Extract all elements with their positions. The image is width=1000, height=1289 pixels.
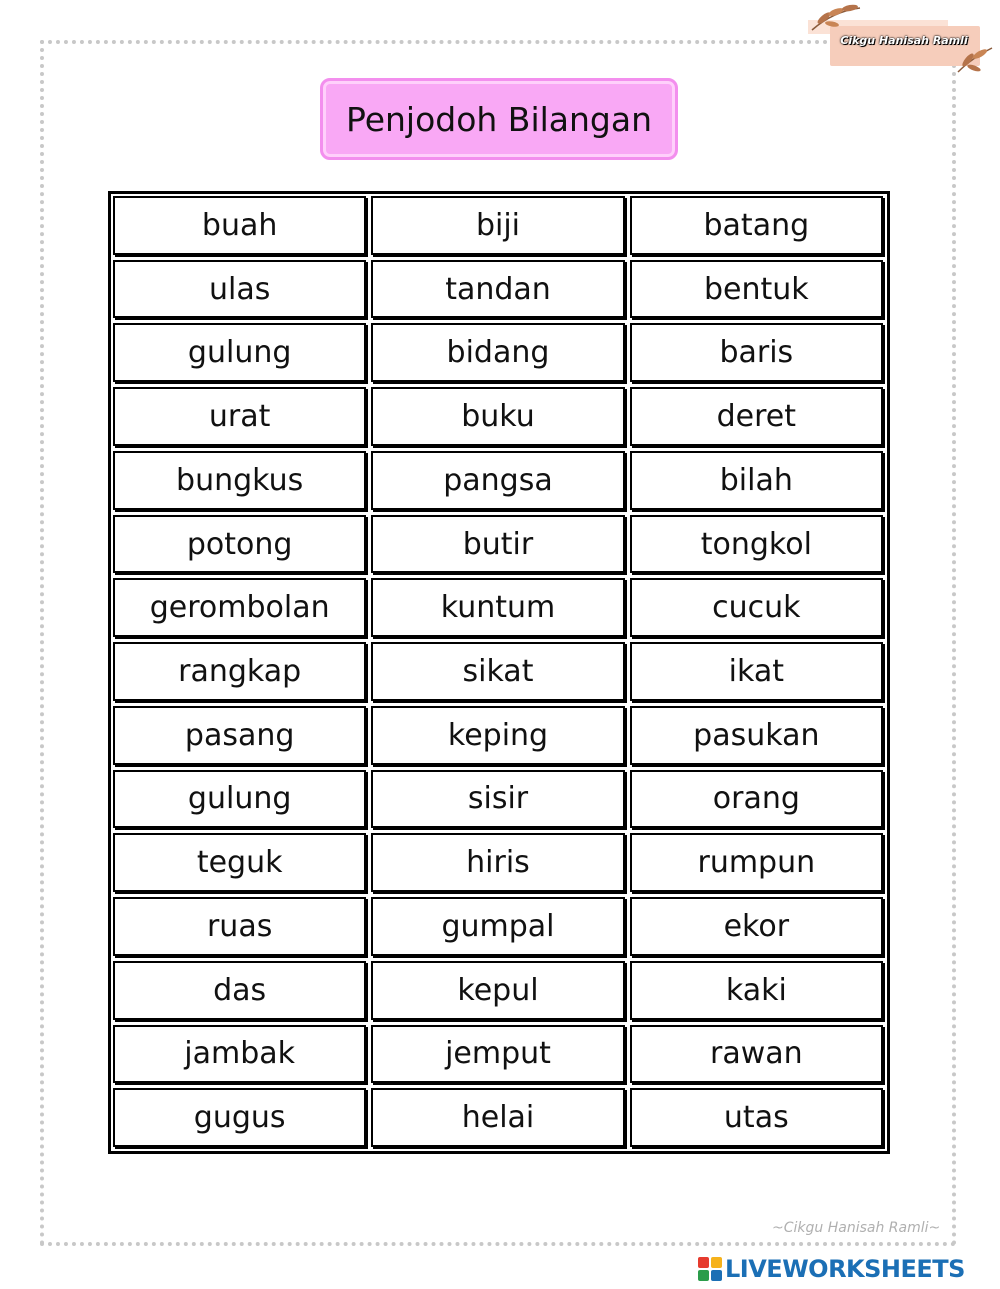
word-cell: gerombolan (113, 578, 366, 637)
word-cell: ulas (113, 260, 366, 319)
liveworksheets-brand[interactable] (698, 1254, 998, 1284)
title-box (320, 78, 678, 160)
word-cell: rawan (630, 1025, 883, 1084)
word-cell: baris (630, 323, 883, 382)
word-cell: gugus (113, 1088, 366, 1147)
word-cell: potong (113, 515, 366, 574)
word-cell: pasang (113, 706, 366, 765)
word-cell: ruas (113, 897, 366, 956)
word-cell: teguk (113, 833, 366, 892)
word-cell: sikat (371, 642, 624, 701)
word-cell: buku (371, 387, 624, 446)
word-cell: tandan (371, 260, 624, 319)
word-cell: butir (371, 515, 624, 574)
word-cell: bilah (630, 451, 883, 510)
word-cell: jambak (113, 1025, 366, 1084)
word-cell: kuntum (371, 578, 624, 637)
word-cell: rumpun (630, 833, 883, 892)
logo-square-green (698, 1270, 709, 1281)
word-cell: utas (630, 1088, 883, 1147)
word-cell: ikat (630, 642, 883, 701)
word-cell: kaki (630, 961, 883, 1020)
author-signature: ~Cikgu Hanisah Ramli~ (772, 1220, 941, 1236)
badge-text: Cikgu Hanisah Ramli (840, 34, 968, 47)
liveworksheets-logo-icon (698, 1257, 722, 1281)
word-cell: bungkus (113, 451, 366, 510)
word-cell: gulung (113, 323, 366, 382)
word-cell: biji (371, 196, 624, 255)
word-cell: pasukan (630, 706, 883, 765)
word-cell: gumpal (371, 897, 624, 956)
word-cell: buah (113, 196, 366, 255)
word-cell: das (113, 961, 366, 1020)
logo-square-red (698, 1257, 709, 1268)
word-cell: bentuk (630, 260, 883, 319)
word-cell: jemput (371, 1025, 624, 1084)
word-cell: gulung (113, 770, 366, 829)
word-cell: helai (371, 1088, 624, 1147)
word-cell: tongkol (630, 515, 883, 574)
brand-text: LIVEWORKSHEETS (725, 1255, 965, 1283)
word-cell: orang (630, 770, 883, 829)
word-cell: deret (630, 387, 883, 446)
word-cell: hiris (371, 833, 624, 892)
author-badge (808, 2, 996, 74)
logo-square-yellow (711, 1257, 722, 1268)
word-cell: ekor (630, 897, 883, 956)
word-cell: pangsa (371, 451, 624, 510)
page-title: Penjodoh Bilangan (345, 99, 653, 139)
logo-square-blue (711, 1270, 722, 1281)
word-cell: rangkap (113, 642, 366, 701)
word-cell: cucuk (630, 578, 883, 637)
word-cell: urat (113, 387, 366, 446)
word-cell: kepul (371, 961, 624, 1020)
word-cell: keping (371, 706, 624, 765)
word-cell: sisir (371, 770, 624, 829)
word-grid (108, 191, 890, 1154)
word-cell: batang (630, 196, 883, 255)
word-cell: bidang (371, 323, 624, 382)
